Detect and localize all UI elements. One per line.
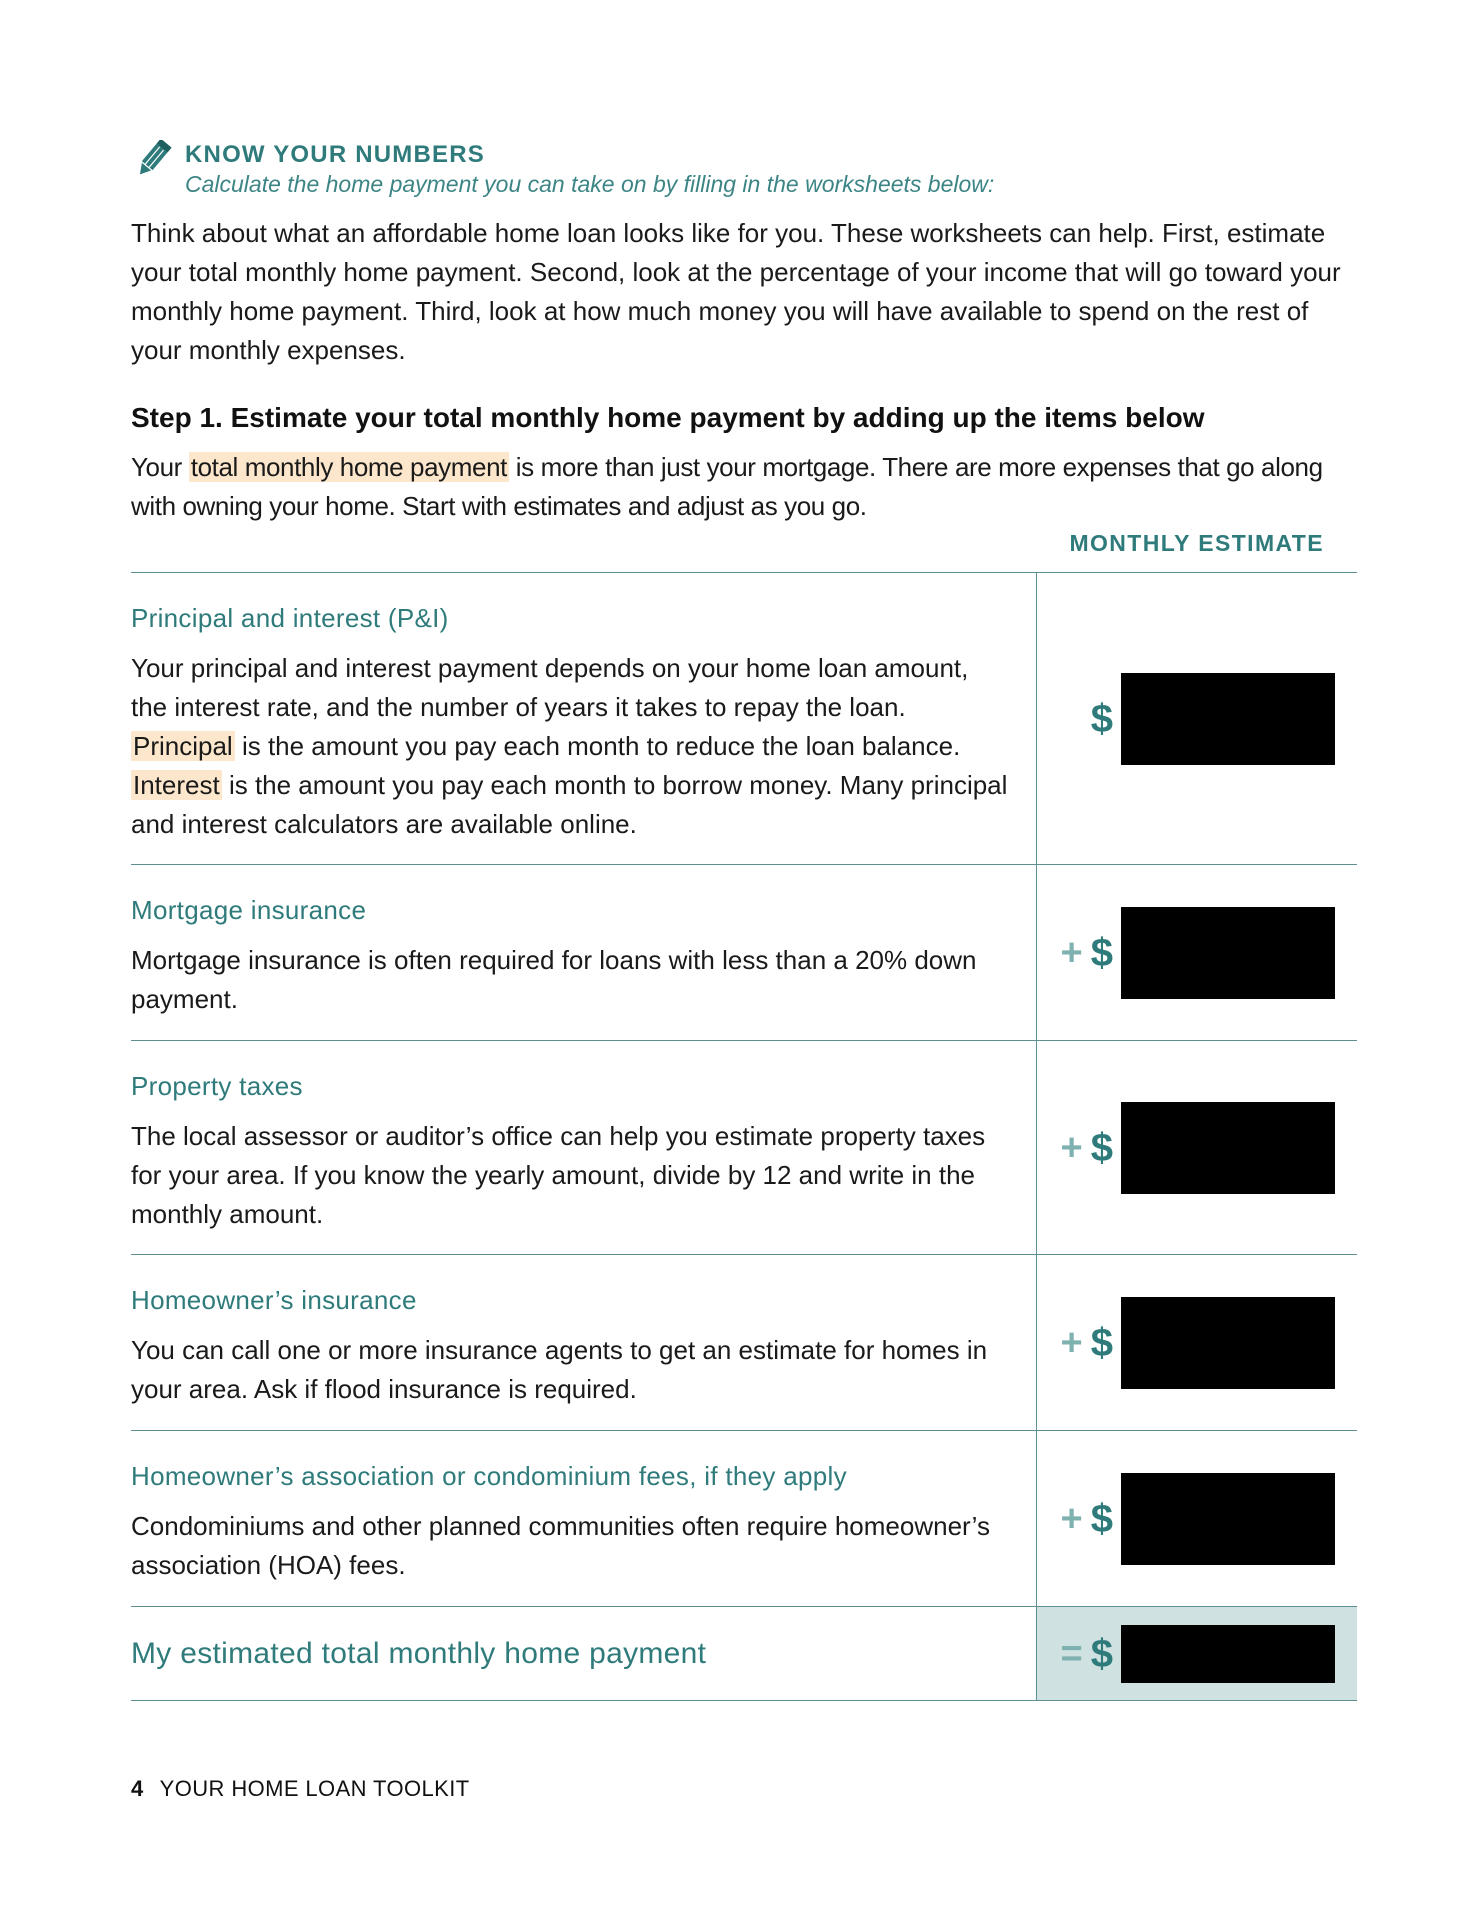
amount-cell bbox=[1036, 865, 1357, 1041]
row-text-part: is the amount you pay each month to reduce the loan balance. bbox=[234, 731, 961, 761]
total-title: My estimated total monthly home payment bbox=[131, 1636, 707, 1670]
total-amount-entry bbox=[1037, 1625, 1358, 1683]
dollar-sign: $ bbox=[1090, 1496, 1113, 1541]
row-title: Homeowner’s association or condominium fees, if they apply bbox=[131, 1461, 847, 1491]
section-subtitle: Calculate the home payment you can take on by filling in the worksheets below: bbox=[185, 171, 995, 197]
amount-input-box[interactable] bbox=[1121, 907, 1335, 999]
table-row bbox=[131, 1255, 1357, 1431]
amount-input-box[interactable] bbox=[1121, 1102, 1335, 1194]
row-text: Mortgage insurance is often required for loans with less than a 20% down payment. bbox=[131, 945, 977, 1014]
amount-entry bbox=[1037, 1473, 1358, 1565]
step1-title: Step 1. Estimate your total monthly home payment by adding up the items below bbox=[131, 402, 1205, 433]
highlight-term: Interest bbox=[133, 770, 220, 800]
total-input-box[interactable] bbox=[1121, 1625, 1335, 1683]
dollar-sign: $ bbox=[1090, 696, 1113, 741]
amount-entry bbox=[1037, 907, 1358, 999]
amount-cell bbox=[1036, 1041, 1357, 1255]
dollar-sign: $ bbox=[1090, 1631, 1113, 1676]
row-text: The local assessor or auditor’s office can help you estimate property taxes for your area. If you know the yearly amount, divide by 12 and write in the monthly amount. bbox=[131, 1121, 986, 1229]
amount-cell bbox=[1036, 1255, 1357, 1431]
pencil-icon bbox=[131, 140, 173, 180]
total-row bbox=[131, 1607, 1357, 1701]
row-title: Principal and interest (P&I) bbox=[131, 603, 449, 633]
row-description-cell bbox=[131, 865, 1036, 1041]
page-number: 4 bbox=[131, 1776, 144, 1801]
total-amount-cell bbox=[1036, 1607, 1357, 1701]
row-title: Mortgage insurance bbox=[131, 895, 367, 925]
equals-sign: = bbox=[1060, 1632, 1083, 1675]
amount-cell bbox=[1036, 1431, 1357, 1607]
page-footer bbox=[131, 1776, 470, 1802]
row-title: Homeowner’s insurance bbox=[131, 1285, 417, 1315]
table-row bbox=[131, 865, 1357, 1041]
step1-desc-text: Your bbox=[131, 452, 189, 482]
row-title: Property taxes bbox=[131, 1071, 303, 1101]
plus-sign: + bbox=[1060, 1497, 1083, 1540]
section-title: KNOW YOUR NUMBERS bbox=[185, 141, 485, 168]
row-text: You can call one or more insurance agents to get an estimate for homes in your area. Ask if flood insurance is required. bbox=[131, 1335, 988, 1404]
dollar-sign: $ bbox=[1090, 1320, 1113, 1365]
amount-entry bbox=[1037, 1297, 1358, 1389]
amount-cell bbox=[1036, 573, 1357, 865]
plus-sign: + bbox=[1060, 1126, 1083, 1169]
footer-text: YOUR HOME LOAN TOOLKIT bbox=[159, 1776, 470, 1801]
column-header-row bbox=[131, 526, 1357, 572]
plus-sign: + bbox=[1060, 1321, 1083, 1364]
row-description-cell bbox=[131, 1041, 1036, 1255]
table-row bbox=[131, 1041, 1357, 1255]
row-text-part: Your principal and interest payment depends on your home loan amount, the interest rate, and the number of years it takes to repay the loan. bbox=[131, 653, 969, 722]
amount-input-box[interactable] bbox=[1121, 1473, 1335, 1565]
amount-input-box[interactable] bbox=[1121, 1297, 1335, 1389]
plus-sign: + bbox=[1060, 931, 1083, 974]
row-text bbox=[131, 649, 1008, 844]
content bbox=[131, 140, 1357, 1701]
highlight-term: Principal bbox=[133, 731, 233, 761]
column-header: MONTHLY ESTIMATE bbox=[1069, 530, 1324, 556]
intro-paragraph: Think about what an affordable home loan looks like for you. These worksheets can help. First, estimate your total monthly home payment. Second, look at the percentage of your income that will go toward your monthly home payment. Third, look at how much money you will have available to spend on the rest of your monthly expenses. bbox=[131, 218, 1341, 365]
amount-input-box[interactable] bbox=[1121, 673, 1335, 765]
step1-description bbox=[131, 448, 1361, 526]
row-text: Condominiums and other planned communities often require homeowner’s association (HOA) fees. bbox=[131, 1511, 990, 1580]
know-your-numbers-header bbox=[131, 140, 1357, 200]
row-description-cell bbox=[131, 1431, 1036, 1607]
row-text-part: is the amount you pay each month to borrow money. Many principal and interest calculators are available online. bbox=[131, 770, 1008, 839]
dollar-sign: $ bbox=[1090, 930, 1113, 975]
dollar-sign: $ bbox=[1090, 1125, 1113, 1170]
row-description-cell bbox=[131, 1255, 1036, 1431]
row-description-cell bbox=[131, 573, 1036, 865]
highlight-term: total monthly home payment bbox=[190, 452, 507, 482]
table-row bbox=[131, 1431, 1357, 1607]
step1-desc-text: is more than just your mortgage. There are more expenses that go along with owning your home. Start with estimates and adjust as you go. bbox=[131, 452, 1323, 521]
table-row bbox=[131, 573, 1357, 865]
amount-entry bbox=[1037, 673, 1358, 765]
amount-entry bbox=[1037, 1102, 1358, 1194]
total-description-cell bbox=[131, 1607, 1036, 1701]
worksheet-table bbox=[131, 572, 1357, 1701]
